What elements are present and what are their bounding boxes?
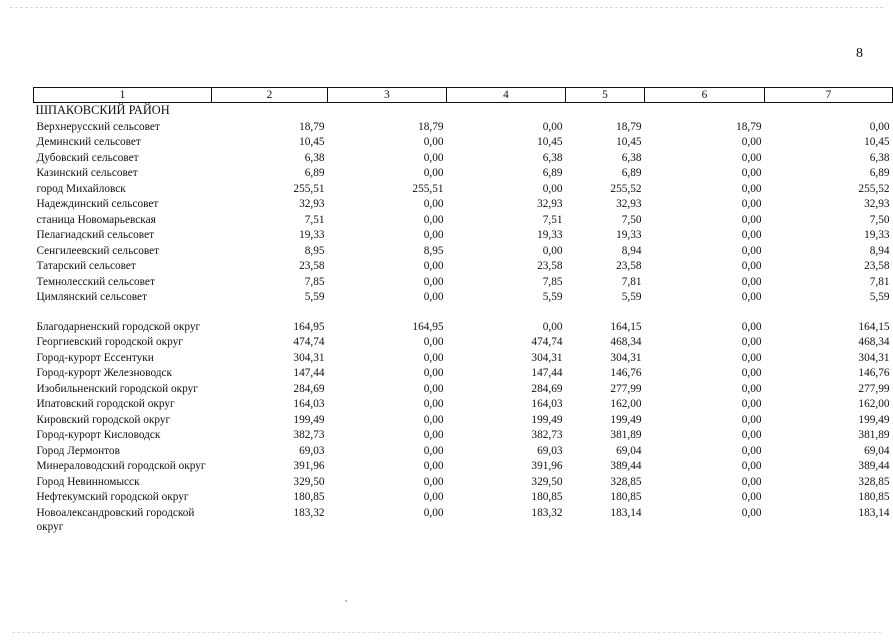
table-row [34, 442, 893, 458]
cell-value: 304,31 [610, 351, 642, 364]
table-row [34, 289, 893, 305]
cell-value: 5,59 [869, 291, 890, 303]
cell-value: 0,00 [741, 491, 762, 503]
cell-value: 147,44 [531, 367, 563, 379]
row-label: Кировский городской округ [36, 413, 171, 426]
cell-value: 0,00 [423, 444, 444, 457]
row-label: город Михайловск [36, 182, 126, 195]
cell-value: 6,38 [621, 151, 642, 164]
cell-value: 183,14 [610, 506, 642, 519]
table-row [34, 242, 893, 258]
cell-value: 0,00 [741, 182, 762, 195]
row-label: Город Невинномысск [36, 475, 140, 488]
table-row [34, 349, 893, 365]
cell-value: 0,00 [423, 136, 444, 148]
section-title: ШПАКОВСКИЙ РАЙОН [35, 103, 170, 117]
cell-value: 6,89 [869, 167, 890, 179]
row-label: Новоалександровский городской округ [36, 506, 195, 533]
cell-value: 0,00 [741, 320, 762, 333]
row-label: Город-курорт Ессентуки [36, 351, 154, 364]
row-label: станица Новомарьевская [36, 213, 156, 226]
cell-value: 180,85 [610, 491, 642, 503]
cell-value: 5,59 [304, 291, 325, 303]
table-row [34, 427, 893, 443]
cell-value: 5,59 [542, 291, 563, 303]
cell-value: 0,00 [542, 320, 563, 333]
table-row [34, 458, 893, 474]
cell-value: 18,79 [418, 120, 444, 133]
table-row [34, 504, 893, 534]
cell-value: 0,00 [423, 506, 444, 519]
table-row [34, 473, 893, 489]
cell-value: 6,38 [869, 151, 890, 164]
cell-value: 391,96 [293, 460, 325, 472]
column-header: 1 [34, 88, 212, 103]
spacer-row [34, 304, 893, 318]
row-label: Город-курорт Кисловодск [36, 429, 161, 441]
cell-value: 0,00 [741, 151, 762, 164]
cell-value: 199,49 [610, 413, 642, 426]
cell-value: 6,38 [304, 151, 325, 164]
cell-value: 32,93 [864, 198, 890, 210]
cell-value: 0,00 [423, 213, 444, 226]
cell-value: 0,00 [741, 198, 762, 210]
cell-value: 32,93 [616, 198, 642, 210]
row-label: Пелагиадский сельсовет [36, 229, 155, 241]
cell-value: 69,03 [537, 444, 563, 457]
cell-value: 7,50 [869, 213, 890, 226]
scan-edge-bottom [12, 632, 881, 633]
cell-value: 7,85 [542, 275, 563, 288]
cell-value: 0,00 [741, 229, 762, 241]
cell-value: 277,99 [610, 382, 642, 395]
cell-value: 0,00 [542, 120, 563, 133]
row-label: Минераловодский городской округ [36, 460, 206, 472]
cell-value: 146,76 [610, 367, 642, 379]
row-label: Темнолесский сельсовет [36, 275, 155, 288]
row-label: Деминский сельсовет [36, 136, 141, 148]
table-row [34, 334, 893, 350]
cell-value: 284,69 [531, 382, 563, 395]
cell-value: 382,73 [531, 429, 563, 441]
row-label: Георгиевский городской округ [36, 336, 183, 348]
cell-value: 0,00 [741, 136, 762, 148]
cell-value: 147,44 [293, 367, 325, 379]
cell-value: 0,00 [741, 413, 762, 426]
cell-value: 468,34 [610, 336, 642, 348]
cell-value: 0,00 [423, 429, 444, 441]
cell-value: 0,00 [423, 229, 444, 241]
cell-value: 180,85 [531, 491, 563, 503]
cell-value: 164,03 [293, 398, 325, 410]
row-label: Цимлянский сельсовет [36, 291, 147, 303]
cell-value: 0,00 [423, 491, 444, 503]
cell-value: 389,44 [858, 460, 890, 472]
cell-value: 304,31 [858, 351, 890, 364]
section-title-row [34, 103, 893, 119]
cell-value: 382,73 [293, 429, 325, 441]
cell-value: 328,85 [858, 475, 890, 488]
table-row [34, 149, 893, 165]
cell-value: 7,85 [304, 275, 325, 288]
page-number: 8 [856, 46, 863, 61]
row-label: Надеждинский сельсовет [36, 198, 159, 210]
cell-value: 199,49 [293, 413, 325, 426]
table-row [34, 118, 893, 134]
cell-value: 0,00 [423, 291, 444, 303]
cell-value: 328,85 [610, 475, 642, 488]
cell-value: 0,00 [423, 382, 444, 395]
cell-value: 0,00 [423, 367, 444, 379]
cell-value: 199,49 [858, 413, 890, 426]
row-label: Город Лермонтов [36, 444, 120, 457]
cell-value: 23,58 [864, 260, 890, 272]
cell-value: 0,00 [423, 198, 444, 210]
cell-value: 329,50 [531, 475, 563, 488]
cell-value: 0,00 [741, 429, 762, 441]
cell-value: 199,49 [531, 413, 563, 426]
cell-value: 0,00 [741, 506, 762, 519]
table-row [34, 165, 893, 181]
cell-value: 474,74 [531, 336, 563, 348]
cell-value: 8,95 [304, 244, 325, 257]
cell-value: 304,31 [531, 351, 563, 364]
cell-value: 164,03 [531, 398, 563, 410]
cell-value: 6,89 [304, 167, 325, 179]
cell-value: 146,76 [858, 367, 890, 379]
data-table [33, 87, 893, 534]
cell-value: 8,95 [423, 244, 444, 257]
cell-value: 69,03 [299, 444, 325, 457]
cell-value: 0,00 [741, 475, 762, 488]
row-label: Изобильненский городской округ [36, 382, 198, 395]
table-row [34, 227, 893, 243]
cell-value: 0,00 [423, 475, 444, 488]
cell-value: 183,14 [858, 506, 890, 519]
cell-value: 69,04 [616, 444, 642, 457]
table-row [34, 396, 893, 412]
cell-value: 0,00 [741, 460, 762, 472]
row-label: Татарский сельсовет [36, 260, 136, 272]
cell-value: 0,00 [423, 336, 444, 348]
cell-value: 255,52 [858, 182, 890, 195]
cell-value: 0,00 [741, 382, 762, 395]
column-header: 4 [447, 88, 566, 103]
cell-value: 162,00 [858, 398, 890, 410]
table-row [34, 134, 893, 150]
cell-value: 0,00 [741, 213, 762, 226]
cell-value: 164,15 [858, 320, 890, 333]
cell-value: 32,93 [537, 198, 563, 210]
cell-value: 183,32 [293, 506, 325, 519]
cell-value: 23,58 [616, 260, 642, 272]
cell-value: 180,85 [858, 491, 890, 503]
cell-value: 0,00 [741, 444, 762, 457]
cell-value: 0,00 [542, 182, 563, 195]
cell-value: 69,04 [864, 444, 890, 457]
cell-value: 0,00 [741, 336, 762, 348]
table-row [34, 211, 893, 227]
cell-value: 474,74 [293, 336, 325, 348]
cell-value: 8,94 [621, 244, 642, 257]
cell-value: 5,59 [621, 291, 642, 303]
cell-value: 10,45 [864, 136, 890, 148]
cell-value: 391,96 [531, 460, 563, 472]
cell-value: 0,00 [741, 167, 762, 179]
row-label: Город-курорт Железноводск [36, 367, 173, 379]
cell-value: 0,00 [423, 351, 444, 364]
cell-value: 183,32 [531, 506, 563, 519]
cell-value: 0,00 [423, 460, 444, 472]
table-row [34, 380, 893, 396]
cell-value: 7,81 [621, 275, 642, 288]
row-label: Нефтекумский городской округ [36, 491, 189, 503]
cell-value: 10,45 [616, 136, 642, 148]
cell-value: 6,89 [542, 167, 563, 179]
table-row [34, 411, 893, 427]
column-header: 5 [566, 88, 645, 103]
column-header: 6 [645, 88, 765, 103]
cell-value: 0,00 [423, 260, 444, 272]
cell-value: 6,89 [621, 167, 642, 179]
cell-value: 0,00 [741, 291, 762, 303]
cell-value: 7,50 [621, 213, 642, 226]
cell-value: 18,79 [299, 120, 325, 133]
cell-value: 10,45 [299, 136, 325, 148]
cell-value: 255,51 [412, 182, 444, 195]
cell-value: 0,00 [741, 244, 762, 257]
cell-value: 255,51 [293, 182, 325, 195]
cell-value: 0,00 [423, 167, 444, 179]
cell-value: 7,51 [304, 213, 325, 226]
cell-value: 0,00 [423, 413, 444, 426]
table-row [34, 258, 893, 274]
cell-value: 19,33 [616, 229, 642, 241]
table-row [34, 196, 893, 212]
cell-value: 164,95 [293, 320, 325, 333]
cell-value: 6,38 [542, 151, 563, 164]
header-row [34, 88, 893, 103]
row-label: Сенгилеевский сельсовет [36, 244, 160, 257]
row-label: Дубовский сельсовет [36, 151, 139, 164]
cell-value: 18,79 [616, 120, 642, 133]
cell-value: 468,34 [858, 336, 890, 348]
row-label: Верхнерусский сельсовет [36, 120, 160, 133]
column-header: 2 [212, 88, 328, 103]
cell-value: 19,33 [537, 229, 563, 241]
cell-value: 180,85 [293, 491, 325, 503]
cell-value: 32,93 [299, 198, 325, 210]
cell-value: 164,15 [610, 320, 642, 333]
cell-value: 381,89 [610, 429, 642, 441]
column-header: 7 [765, 88, 893, 103]
cell-value: 329,50 [293, 475, 325, 488]
cell-value: 0,00 [423, 398, 444, 410]
row-label: Ипатовский городской округ [36, 398, 175, 410]
cell-value: 389,44 [610, 460, 642, 472]
table-row [34, 180, 893, 196]
cell-value: 284,69 [293, 382, 325, 395]
cell-value: 23,58 [299, 260, 325, 272]
cell-value: 19,33 [299, 229, 325, 241]
cell-value: 0,00 [741, 275, 762, 288]
scan-speck [345, 600, 347, 602]
cell-value: 255,52 [610, 182, 642, 195]
cell-value: 304,31 [293, 351, 325, 364]
cell-value: 0,00 [423, 151, 444, 164]
cell-value: 164,95 [412, 320, 444, 333]
cell-value: 0,00 [741, 260, 762, 272]
cell-value: 0,00 [542, 244, 563, 257]
cell-value: 0,00 [423, 275, 444, 288]
cell-value: 0,00 [741, 367, 762, 379]
cell-value: 10,45 [537, 136, 563, 148]
table-row [34, 489, 893, 505]
cell-value: 7,51 [542, 213, 563, 226]
table-row [34, 365, 893, 381]
cell-value: 7,81 [869, 275, 890, 288]
cell-value: 8,94 [869, 244, 890, 257]
row-label: Благодарненский городской округ [36, 320, 201, 333]
cell-value: 277,99 [858, 382, 890, 395]
table-row [34, 273, 893, 289]
cell-value: 381,89 [858, 429, 890, 441]
cell-value: 18,79 [736, 120, 762, 133]
cell-value: 23,58 [537, 260, 563, 272]
cell-value: 0,00 [741, 398, 762, 410]
cell-value: 19,33 [864, 229, 890, 241]
cell-value: 162,00 [610, 398, 642, 410]
column-header: 3 [328, 88, 447, 103]
table-row [34, 318, 893, 334]
row-label: Казинский сельсовет [36, 167, 138, 179]
cell-value: 0,00 [741, 351, 762, 364]
cell-value: 0,00 [869, 120, 890, 133]
scan-edge-top [10, 7, 883, 8]
